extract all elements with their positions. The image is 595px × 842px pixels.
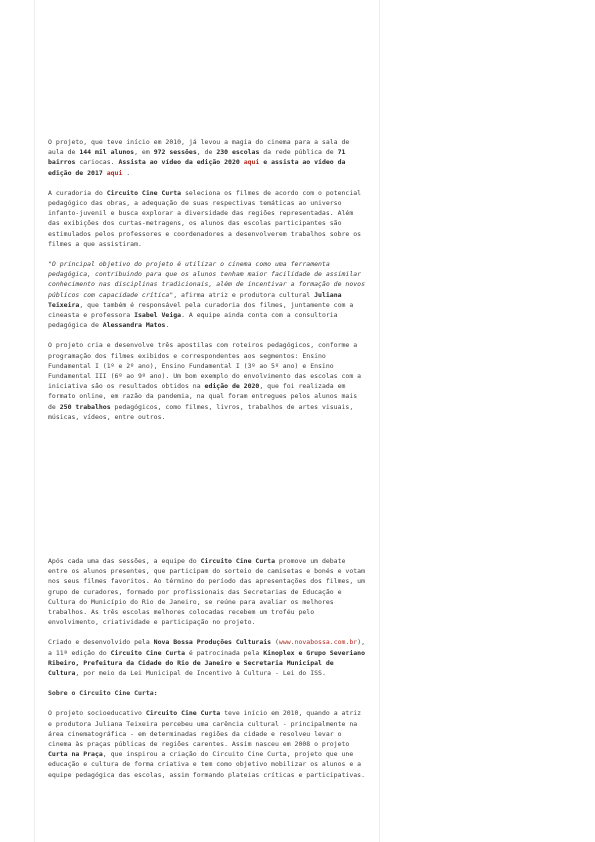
upper-text-block xyxy=(48,137,366,432)
right-margin-rule xyxy=(379,0,380,842)
paragraph-intro: O projeto, que teve início em 2010, já levou a magia do cinema para a sala de aula de 144 mil alunos, em 972 sessões, de 230 escolas da rede pública de 71 bairros cariocas. Assista ao vídeo da edição 2020 aqui e assista ao vídeo da edição de 2017 aqui . xyxy=(48,138,350,177)
paragraph-sessoes: Após cada uma das sessões, a equipe do Circuito Cine Curta promove um debate entre os alunos presentes, que participam do sorteio de camisetas e bonés e votam nos seus filmes favoritos. Ao término do período das apresentações dos filmes, um grupo de curadores, formado por profissionais das Secretarias de Educação e Cultura do Município do Rio de Janeiro, se reúne para avaliar os melhores trabalhos. As três escolas melhores colocadas recebem um troféu pelo envolvimento, criatividade e participação no projeto. xyxy=(48,557,365,627)
video-2017-link[interactable]: aqui xyxy=(106,168,123,177)
paragraph-curadoria: A curadoria do Circuito Cine Curta seleciona os filmes de acordo com o potencial pedagógico das obras, a adequação de suas respectivas temáticas ao universo infanto-juvenil e busca explorar a diversidade das regiões representadas. Além das exibições dos curtas-metragens, os alunos das escolas participantes são estimulados pelos professores e coordenadores a desenvolverem trabalhos sobre os filmes a que assistiram. xyxy=(48,188,362,248)
section-heading: Sobre o Circuito Cine Curta: xyxy=(48,689,158,698)
lower-text-block xyxy=(48,556,366,790)
paragraph-patrocinio: Criado e desenvolvido pela Nova Bossa Produções Culturais (www.novabossa.com.br), a 11ª edição do Circuito Cine Curta é patrocinada pela Kinoplex e Grupo Severiano Ribeiro, Prefeitura da Cidade do Rio de Janeiro e Secretaria Municipal de Cultura, por meio da Lei Municipal de Incentivo à Cultura - Lei do ISS. xyxy=(48,638,366,678)
video-2020-link[interactable]: aqui xyxy=(243,158,260,167)
paragraph-sobre: O projeto socioeducativo Circuito Cine Curta teve início em 2010, quando a atriz e produtora Juliana Teixeira percebeu uma carência cultural - principalmente na área cinematográfica - em determinadas regiões da cidade e resolveu levar o cinema às praças públicas de regiões carentes. Assim nasceu em 2008 o projeto Curta na Praça, que inspirou a criação do Circuito Cine Curta, projeto que une educação e cultura de forma criativa e tem como objetivo mobilizar os alunos e a equipe pedagógica das escolas, assim formando plateias críticas e participativas. xyxy=(48,709,365,779)
left-margin-rule xyxy=(34,0,35,842)
paragraph-apostilas: O projeto cria e desenvolve três apostilas com roteiros pedagógicos, conforme a programação dos filmes exibidos e correspondentes aos segmentos: Ensino Fundamental I (1º e 2º ano), Ensino Fundamental I (3º ao 5º ano) e Ensino Fundamental III (6º ao 9º ano). Um bom exemplo do envolvimento das escolas com a iniciativa são os resultados obtidos na edição de 2020, que foi realizada em formato online, em razão da pandemia, na qual foram entregues pelos alunos mais de 250 trabalhos pedagógicos, como filmes, livros, trabalhos de artes visuais, músicas, vídeos, entre outros. xyxy=(48,341,362,421)
paragraph-quote: "O principal objetivo do projeto é utilizar o cinema como uma ferramenta pedagógica, contribuindo para que os alunos tenham maior facilidade de assimilar conhecimento nas disciplinas tradicionais, além de incentivar a formação de novos públicos com capacidade crítica", afirma atriz e produtora cultural Juliana Teixeira, que também é responsável pela curadoria dos filmes, juntamente com a cineasta e professora Isabel Veiga. A equipe ainda conta com a consultoria pedagógica de Alessandra Matos. xyxy=(48,260,365,330)
novabossa-link[interactable]: www.novabossa.com.br xyxy=(278,638,358,647)
